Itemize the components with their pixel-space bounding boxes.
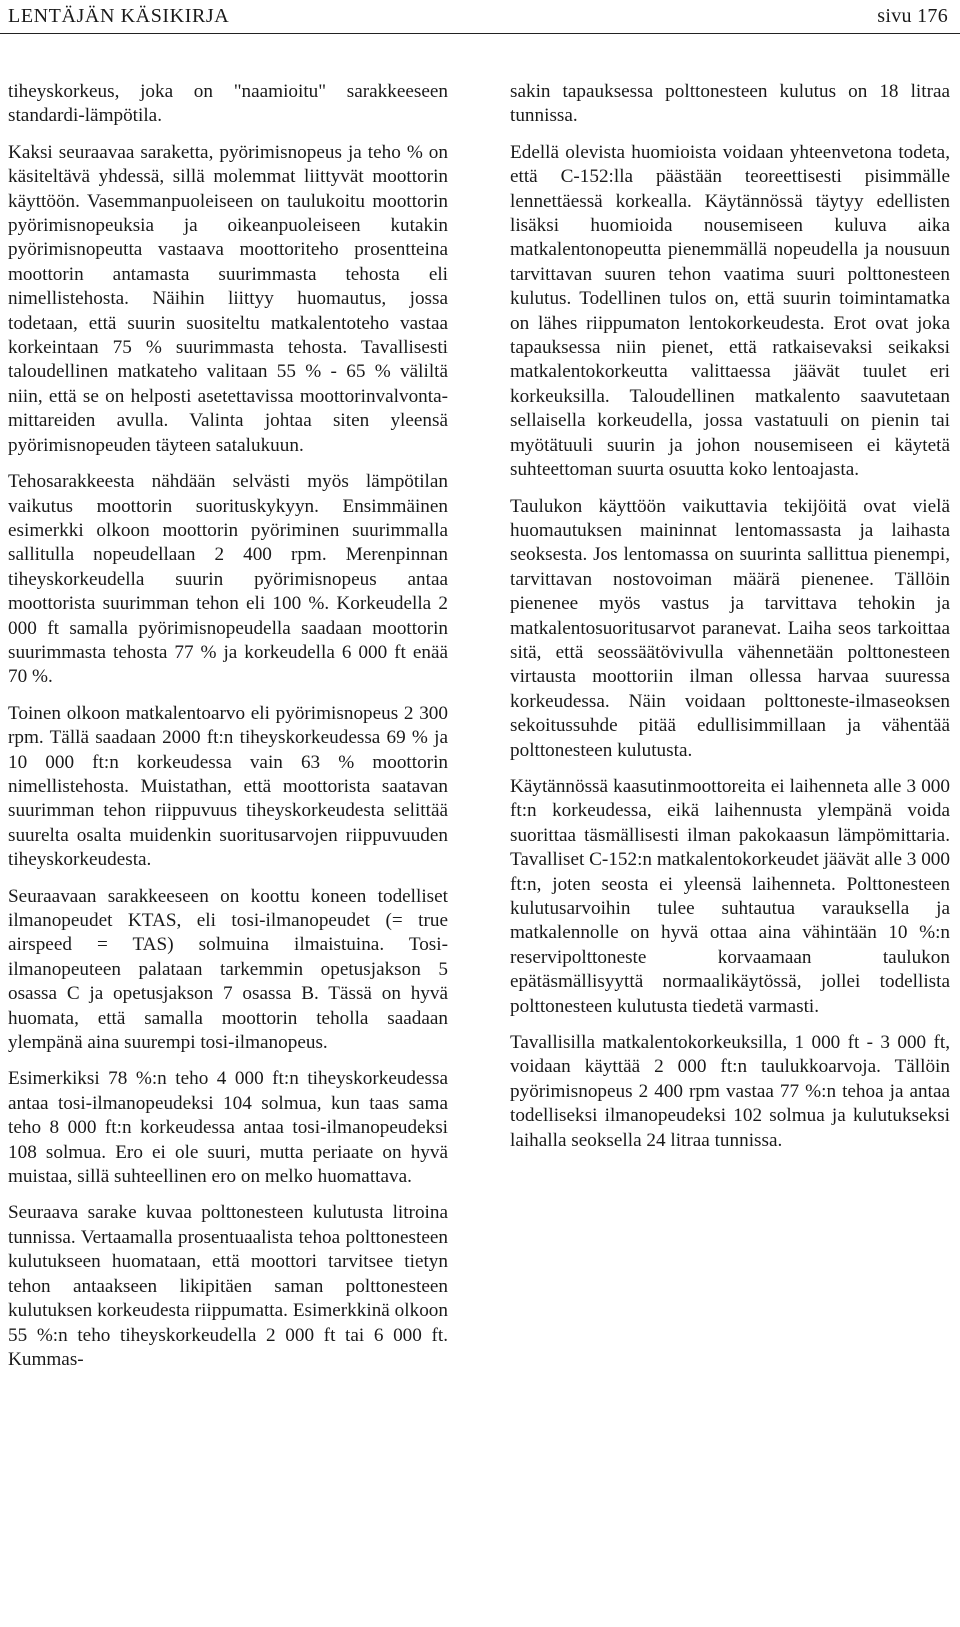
page-header — [0, 0, 960, 34]
paragraph: Seuraava sarake kuvaa polttonesteen kulutusta litroina tunnissa. Vertaamalla prosentuaalista tehoa polttonesteen kulutukseen huomataan, että moottori tarvitsee tietyn tehon antaakseen likipitäen saman polttonesteen kulutuksen korkeudesta riippumatta. Esimerkkinä olkoon 55 %:n teho tiheyskorkeudella 2 000 ft tai 6 000 ft. Kummas- — [8, 1202, 448, 1370]
right-column — [510, 80, 950, 1384]
left-column — [8, 80, 448, 1384]
text-columns — [8, 80, 958, 1384]
paragraph: sakin tapauksessa polttonesteen kulutus on 18 litraa tunnissa. — [510, 81, 950, 127]
paragraph: Seuraavaan sarakkeeseen on koottu koneen todelliset ilmanopeudet KTAS, eli tosi-ilmanopeudet (= true airspeed = TAS) solmuina ilmaistuina. Tosi-ilmanopeuteen palataan tarkemmin opetusjakson 5 osassa C ja opetusjakson 7 osassa B. Tässä on hyvä huomata, että samalla moottorin teholla saadaan ylempänä aina suurempi tosi-ilmanopeus. — [8, 885, 448, 1054]
paragraph: Tehosarakkeesta nähdään selvästi myös lämpötilan vaikutus moottorin suorituskykyyn. Ensimmäinen esimerkki olkoon moottorin pyöriminen suurimmalla sallitulla nopeudellaan 2 400 rpm. Merenpinnan tiheyskorkeudella suurin pyörimisnopeus antaa moottorista suurimman tehon eli 100 %. Korkeudella 2 000 ft samalla pyörimisnopeudella saadaan moottorin suurimmasta tehosta 77 % ja korkeudella 6 000 ft enää 70 %. — [8, 471, 448, 688]
paragraph: Käytännössä kaasutinmoottoreita ei laihenneta alle 3 000 ft:n korkeudessa, eikä laihennusta ylempänä voida suorittaa täsmällisesti ilman pakokaasun lämpömittaria. Tavalliset C-152:n matkalentokorkeudet jäävät alle 3 000 ft:n, joten seosta ei yleensä laihenneta. Polttonesteen kulutusarvoihin tulee suhtautua varauksella ja matkalennolle on hyvä ottaa aina vähintään 10 %:n reservipolttoneste korvaamaan taulukon epätäsmällisyyttä normaalikäytössä, jollei todellista polttonesteen kulutusta tiedetä varmasti. — [510, 775, 950, 1017]
paragraph: Taulukon käyttöön vaikuttavia tekijöitä ovat vielä huomautuksen maininnat lentomassasta ja laihasta seoksesta. Jos lentomassa on suurinta sallittua pienempi, tarvittavan nostovoiman määrä pienenee. Tällöin pienenee myös vastus ja tarvittava tehokin ja matkalentosuoritusarvot paranevat. Laiha seos tarkoittaa sitä, että seossäätövivulla vähennetään polttonesteen virtausta moottoriin ilman ollessa harvaa suuressa korkeudessa. Näin voidaan polttoneste-ilmaseoksen sekoitussuhde pitää edullisimmillaan ja vähentää polttonesteen kulutusta. — [510, 495, 950, 761]
paragraph: Kaksi seuraavaa saraketta, pyörimisnopeus ja teho % on käsiteltävä yhdessä, sillä molemmat liittyvät moottorin käyttöön. Vasemmanpuoleiseen on taulukoitu moottorin pyörimisnopeuksia ja oikeanpuoleiseen kutakin pyörimisnopeutta vastaava moottoriteho prosentteina moottorin antamasta suurimmasta tehosta eli nimellistehosta. Näihin liittyy huomautus, jossa todetaan, että suurin suositeltu matkalentoteho vastaa korkeintaan 75 % suurimmasta tehosta. Tavallisesti taloudellinen matkateho valitaan 55 % - 65 % väliltä niin, että se on helposti asetettavissa moottorinvalvonta-mittareiden avulla. Valinta johtaa siten yleensä pyörimisnopeuden täyteen satalukuun. — [8, 141, 448, 456]
paragraph: Toinen olkoon matkalentoarvo eli pyörimisnopeus 2 300 rpm. Tällä saadaan 2000 ft:n tiheyskorkeudessa 69 % ja 10 000 ft:n korkeudessa vain 63 % moottorin nimellistehosta. Muistathan, että moottorista saatavan suurimman tehon riippuvuus tiheyskorkeudesta selittää suurelta osalta muidenkin suoritusarvojen riippuvuuden tiheyskorkeudesta. — [8, 702, 448, 871]
paragraph: Tavallisilla matkalentokorkeuksilla, 1 000 ft - 3 000 ft, voidaan käyttää 2 000 ft:n taulukkoarvoja. Tällöin pyörimisnopeus 2 400 rpm vastaa 77 %:n tehoa ja antaa todelliseksi ilmanopeudeksi 102 solmua ja kulutukseksi laihalla seoksella 24 litraa tunnissa. — [510, 1032, 950, 1151]
page-number: sivu 176 — [877, 5, 948, 27]
paragraph: tiheyskorkeus, joka on "naamioitu" sarakkeeseen standardi-lämpötila. — [8, 81, 448, 127]
paragraph: Esimerkiksi 78 %:n teho 4 000 ft:n tiheyskorkeudessa antaa tosi-ilmanopeudeksi 104 solmua, kun taas sama teho 8 000 ft:n korkeudessa antaa tosi-ilmanopeudeksi 108 solmua. Ero ei ole suuri, mutta periaate on hyvä muistaa, sillä suhteellinen ero on melko huomattava. — [8, 1068, 448, 1188]
paragraph: Edellä olevista huomioista voidaan yhteenvetona todeta, että C-152:lla päästään teoreettisesti pisimmälle lennettäessä korkealla. Käytännössä täytyy edellisten lisäksi huomioida nousemiseen kuluva aika matkalentonopeutta pienemmällä nopeudella ja nousuun tarvittavan suuren tehon vaatima suuri polttonesteen kulutus. Todellinen tulos on, että suurin toimintamatka on lähes riippumaton lentokorkeudesta. Erot ovat joka tapauksessa niin pienet, että ratkaisevaksi seikaksi matkalentokorkeutta valittaessa jäävät tuulet eri korkeuksilla. Taloudellinen matkalento saavutetaan sellaisella korkeudella, jossa vastatuuli on pienin tai myötätuuli suurin ja johon nousemiseen ei käytetä suhteettoman suurta osuutta koko lentoajasta. — [510, 141, 950, 481]
book-title: LENTÄJÄN KÄSIKIRJA — [8, 5, 230, 27]
